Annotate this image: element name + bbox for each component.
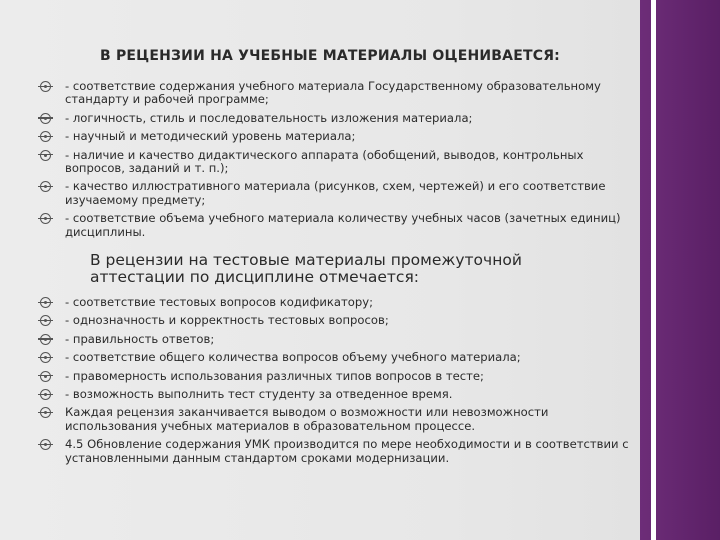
list-item-text: - правомерность использования различных типов вопросов в тесте;: [65, 368, 484, 383]
target-bullet-icon: [40, 297, 51, 308]
list-item: [40, 130, 630, 143]
target-bullet-icon: [40, 352, 51, 363]
target-bullet-icon: [40, 315, 51, 326]
list-item-text: - соответствие тестовых вопросов кодификатору;: [65, 295, 373, 309]
target-bullet-icon: [40, 81, 51, 92]
list-item: [40, 80, 630, 107]
target-bullet-icon: [40, 389, 51, 400]
list-item-text: - качество иллюстративного материала (рисунков, схем, чертежей) и его соответствие изучаемому предмету;: [65, 179, 606, 207]
list-item: [40, 112, 630, 125]
list-item: [40, 212, 630, 239]
list-item: [40, 149, 630, 176]
list-item-text: - соответствие содержания учебного материала Государственному образовательному стандарту и рабочей программе;: [65, 79, 601, 107]
list-item: [40, 333, 630, 346]
page-title: В РЕЦЕНЗИИ НА УЧЕБНЫЕ МАТЕРИАЛЫ ОЦЕНИВАЕТСЯ:: [100, 48, 560, 64]
target-bullet-icon: [40, 371, 51, 382]
test-criteria-list: [40, 296, 630, 470]
list-item-text: - соответствие общего количества вопросов объему учебного материала;: [65, 350, 521, 365]
target-bullet-icon: [40, 131, 51, 142]
target-bullet-icon: [40, 407, 51, 418]
list-item-text: - наличие и качество дидактического аппарата (обобщений, выводов, контрольных вопросов, заданий и т. п.);: [65, 147, 584, 176]
list-item-text: 4.5 Обновление содержания УМК производится по мере необходимости и в соответствии с установленными данным стандартом сроками модернизации.: [65, 437, 629, 465]
list-item-text: - однозначность и корректность тестовых вопросов;: [65, 313, 389, 328]
list-item-text: - логичность, стиль и последовательность изложения материала;: [65, 110, 473, 125]
list-item: [40, 296, 630, 309]
list-item: [40, 406, 630, 433]
target-bullet-icon: [40, 439, 51, 450]
list-item-text: Каждая рецензия заканчивается выводом о возможности или невозможности использования учебных материалов в образовательном процессе.: [65, 405, 549, 433]
list-item-text: - соответствие объема учебного материала количеству учебных часов (зачетных единиц) дисциплины.: [65, 211, 621, 239]
list-item: [40, 180, 630, 207]
side-bar-stripe: [651, 0, 656, 540]
section-subtitle: В рецензии на тестовые материалы промежуточной аттестации по дисциплине отмечается:: [90, 251, 522, 286]
list-item: [40, 388, 630, 401]
decorative-side-bar: [640, 0, 720, 540]
list-item-text: - правильность ответов;: [65, 331, 215, 346]
list-item-text: - возможность выполнить тест студенту за отведенное время.: [65, 387, 453, 402]
target-bullet-icon: [40, 113, 51, 124]
list-item-text: - научный и методический уровень материала;: [65, 129, 356, 144]
target-bullet-icon: [40, 213, 51, 224]
list-item: [40, 314, 630, 327]
list-item: [40, 351, 630, 364]
list-item: [40, 438, 630, 465]
target-bullet-icon: [40, 334, 51, 345]
target-bullet-icon: [40, 181, 51, 192]
target-bullet-icon: [40, 150, 51, 161]
list-item: [40, 370, 630, 383]
criteria-list: [40, 80, 630, 244]
